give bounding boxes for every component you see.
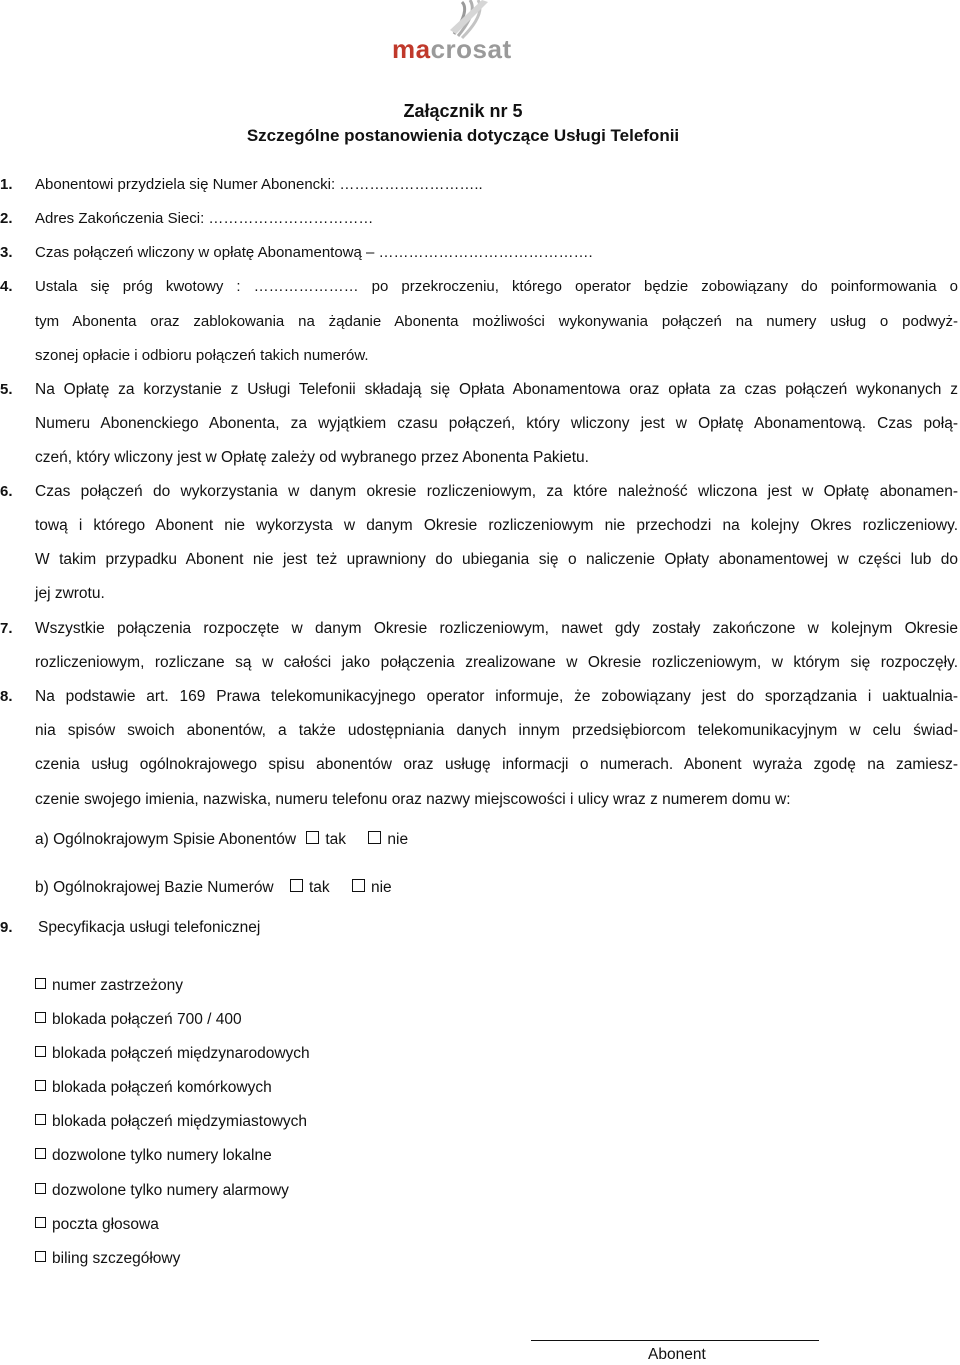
item-number: 3. bbox=[0, 244, 13, 261]
spec-option[interactable]: blokada połączeń międzynarodowych bbox=[35, 1045, 310, 1063]
item-text: jej zwrotu. bbox=[35, 585, 105, 602]
checkbox-a-no[interactable] bbox=[368, 831, 381, 844]
item-text: tową i którego Abonent nie wykorzysta w danym Okresie rozliczeniowym nie przechodzi na kolejny Okres rozliczeniowy. bbox=[35, 517, 958, 534]
item-text: czenie swojego imienia, nazwiska, numeru telefonu oraz nazwy miejscowości i ulicy wraz z numerem domu w: bbox=[35, 791, 791, 808]
spec-option[interactable]: biling szczegółowy bbox=[35, 1250, 180, 1268]
item-number: 2. bbox=[0, 210, 13, 227]
checkbox-icon[interactable] bbox=[35, 1012, 46, 1023]
consent-yes-label: tak bbox=[325, 831, 347, 848]
checkbox-icon[interactable] bbox=[35, 978, 46, 989]
spec-option[interactable]: blokada połączeń 700 / 400 bbox=[35, 1011, 242, 1029]
checkbox-icon[interactable] bbox=[35, 1080, 46, 1091]
checkbox-icon[interactable] bbox=[35, 1183, 46, 1194]
item-number: 9. bbox=[0, 919, 13, 936]
item-text: tym Abonenta oraz zablokowania na żądanie Abonenta możliwości wykonywania połączeń na numery usług o podwyż- bbox=[35, 313, 958, 330]
item-text: Na podstawie art. 169 Prawa telekomunikacyjnego operator informuje, że zobowiązany jest do sporządzania i uaktualnia- bbox=[35, 688, 958, 705]
checkbox-icon[interactable] bbox=[35, 1251, 46, 1262]
item-number: 5. bbox=[0, 381, 13, 398]
spec-option[interactable]: poczta głosowa bbox=[35, 1216, 159, 1234]
item-text: Czas połączeń do wykorzystania w danym okresie rozliczeniowym, za które należność wliczona jest w Opłatę abonamen- bbox=[35, 483, 958, 500]
checkbox-b-yes[interactable] bbox=[290, 879, 303, 892]
company-logo bbox=[392, 0, 522, 68]
spec-option[interactable]: blokada połączeń międzymiastowych bbox=[35, 1113, 307, 1131]
checkbox-icon[interactable] bbox=[35, 1046, 46, 1057]
item-text: czenia usług ogólnokrajowego spisu abonentów oraz usługę informacji o numerach. Abonent wyraża zgodę na zamiesz- bbox=[35, 756, 958, 773]
signature-line bbox=[531, 1340, 819, 1341]
item-text: Adres Zakończenia Sieci: …………………………… bbox=[35, 210, 374, 227]
item-text: Na Opłatę za korzystanie z Usługi Telefonii składają się Opłata Abonamentowa oraz opłata za czas połączeń wykonanych z bbox=[35, 381, 958, 398]
item-number: 7. bbox=[0, 620, 13, 637]
item-text: nia spisów swoich abonentów, a także udostępniania danych innym przedsiębiorcom telekomunikacyjnym w celu świad- bbox=[35, 722, 958, 739]
spec-option[interactable]: dozwolone tylko numery alarmowy bbox=[35, 1182, 289, 1200]
item-text: W takim przypadku Abonent nie jest też uprawniony do ubiegania się o naliczenie Opłaty abonamentowej w części lub do bbox=[35, 551, 958, 568]
item-text: rozliczeniowym, rozliczane są w całości jako połączenia zrealizowane w Okresie rozliczeniowym, w którym się rozpoczęły. bbox=[35, 654, 958, 671]
document-title: Załącznik nr 5 bbox=[403, 101, 523, 121]
consent-yes-label: tak bbox=[308, 879, 330, 896]
item-text: czeń, który wliczony jest w Opłatę zależy od wybranego przez Abonenta Pakietu. bbox=[35, 449, 589, 466]
spec-title: Specyfikacja usługi telefonicznej bbox=[38, 919, 261, 936]
checkbox-icon[interactable] bbox=[35, 1148, 46, 1159]
item-text: Wszystkie połączenia rozpoczęte w danym Okresie rozliczeniowym, nawet gdy zostały zakończone w kolejnym Okresie bbox=[35, 620, 958, 637]
logo-text: macrosat bbox=[392, 34, 512, 64]
item-number: 1. bbox=[0, 176, 13, 193]
item-text: Czas połączeń wliczony w opłatę Abonamentową – ……………………………………. bbox=[35, 244, 593, 261]
checkbox-icon[interactable] bbox=[35, 1217, 46, 1228]
document-subtitle: Szczególne postanowienia dotyczące Usługi Telefonii bbox=[246, 126, 680, 145]
item-text: szonej opłacie i odbioru połączeń takich numerów. bbox=[35, 347, 369, 364]
item-text: Ustala się próg kwotowy : ………………… po przekroczeniu, którego operator będzie zobowiązany do poinformowania o bbox=[35, 278, 958, 295]
consent-no-label: nie bbox=[370, 879, 392, 896]
consent-no-label: nie bbox=[387, 831, 409, 848]
item-number: 8. bbox=[0, 688, 13, 705]
spec-option[interactable]: dozwolone tylko numery lokalne bbox=[35, 1147, 272, 1165]
item-text: Numeru Abonenckiego Abonenta, za wyjątkiem czasu połączeń, który wliczony jest w Opłatę Abonamentową. Czas połą- bbox=[35, 415, 958, 432]
spec-option[interactable]: numer zastrzeżony bbox=[35, 977, 183, 995]
consent-row-b bbox=[35, 879, 392, 897]
checkbox-b-no[interactable] bbox=[352, 879, 365, 892]
item-number: 4. bbox=[0, 278, 13, 295]
consent-label-b: b) Ogólnokrajowej Bazie Numerów bbox=[35, 879, 274, 896]
item-text: Abonentowi przydziela się Numer Abonencki: ……………………….. bbox=[35, 176, 483, 193]
consent-label-a: a) Ogólnokrajowym Spisie Abonentów bbox=[35, 831, 297, 848]
signature-label: Abonent bbox=[648, 1346, 706, 1363]
checkbox-icon[interactable] bbox=[35, 1114, 46, 1125]
consent-row-a bbox=[35, 831, 408, 849]
checkbox-a-yes[interactable] bbox=[306, 831, 319, 844]
item-number: 6. bbox=[0, 483, 13, 500]
spec-option[interactable]: blokada połączeń komórkowych bbox=[35, 1079, 272, 1097]
